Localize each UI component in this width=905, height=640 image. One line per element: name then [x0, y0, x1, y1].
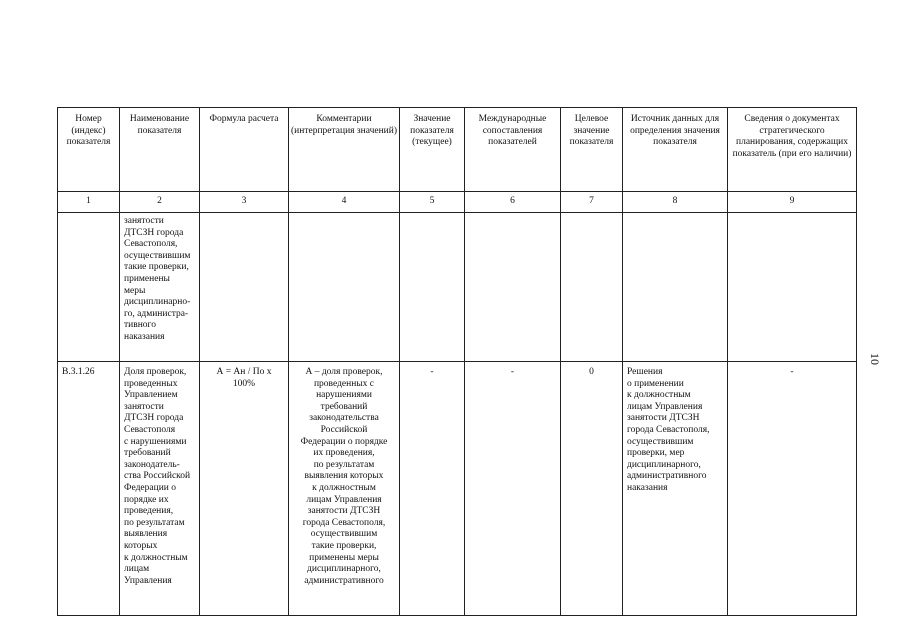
text-line: нарушениями — [316, 390, 372, 401]
text-line: с нарушениями — [124, 436, 187, 447]
text-line: наказания — [124, 331, 165, 342]
text-line: о применении — [627, 378, 684, 389]
text-line: требований — [124, 448, 171, 459]
text-line: административного — [627, 471, 707, 482]
text-line: законодательства — [309, 413, 379, 424]
table-cell — [465, 213, 561, 362]
column-number: 6 — [465, 192, 561, 213]
text-line: применены — [124, 273, 170, 284]
text-line: проведенных с — [313, 378, 375, 389]
international-comparison: - — [465, 362, 561, 616]
text-line: меры — [124, 285, 146, 296]
text-line: ства Российской — [124, 471, 191, 482]
text-line: города Севастополя, — [302, 517, 386, 528]
comment-cell — [289, 362, 400, 616]
text-line: к должностным — [124, 552, 188, 563]
current-value: - — [400, 362, 465, 616]
text-line: го, администра- — [124, 308, 189, 319]
text-line: дисциплинарного, — [307, 564, 381, 575]
formula-cell — [200, 362, 289, 616]
data-source — [623, 362, 728, 616]
indicator-code: В.3.1.26 — [58, 362, 120, 616]
text-line: Севастополя, — [124, 239, 178, 250]
header-indicator-name: Наименование показателя — [120, 108, 200, 192]
text-line: занятости ДТСЗН — [627, 413, 700, 424]
text-line: такие проверки, — [311, 540, 377, 551]
text-line: проверки, мер — [627, 448, 685, 459]
indicator-table — [57, 107, 857, 616]
header-comments: Комментарии (интерпретация значений) — [289, 108, 400, 192]
text-line: осуществившим — [310, 529, 378, 540]
text-line: такие проверки, — [124, 262, 189, 273]
column-number: 9 — [728, 192, 857, 213]
table-cell — [200, 213, 289, 362]
indicator-name — [120, 362, 200, 616]
strategic-documents: - — [728, 362, 857, 616]
text-line: дисциплинарного, — [627, 459, 701, 470]
text-line: выявления которых — [304, 471, 384, 482]
text-line: занятости — [124, 401, 164, 412]
text-line: выявления — [124, 529, 168, 540]
table-cell — [561, 213, 623, 362]
text-line: Федерации о порядке — [300, 436, 388, 447]
table-cell — [58, 213, 120, 362]
text-line: по результатам — [124, 517, 185, 528]
text-line: Управлением — [124, 390, 178, 401]
text-line: города Севастополя, — [627, 424, 710, 435]
table-cell — [728, 213, 857, 362]
text-line: Федерации о — [124, 482, 176, 493]
text-line: административного — [304, 575, 384, 586]
text-line: лицам — [124, 564, 150, 575]
column-number: 7 — [561, 192, 623, 213]
header-indicator-number: Номер (индекс) показателя — [58, 108, 120, 192]
column-number: 3 — [200, 192, 289, 213]
text-line: к должностным — [627, 390, 691, 401]
table-row — [58, 362, 857, 616]
text-line: проведения, — [124, 506, 174, 517]
text-line: применены меры — [309, 552, 379, 563]
text-line: тивного — [124, 320, 156, 331]
column-number: 5 — [400, 192, 465, 213]
column-number: 8 — [623, 192, 728, 213]
column-number: 4 — [289, 192, 400, 213]
text-line: А – доля проверок, — [305, 367, 383, 377]
text-line: Решения — [627, 367, 663, 377]
text-line: дисциплинарно- — [124, 297, 191, 308]
text-line: по результатам — [313, 459, 375, 470]
header-current-value: Значение показателя (текущее) — [400, 108, 465, 192]
table-cell — [623, 213, 728, 362]
text-line: Управления — [124, 575, 172, 586]
table-cell — [289, 213, 400, 362]
target-value: 0 — [561, 362, 623, 616]
text-line: законодатель- — [124, 459, 180, 470]
text-line: их проведения, — [313, 448, 375, 459]
page-number: 10 — [868, 353, 882, 365]
table-cell — [400, 213, 465, 362]
header-strategic-documents: Сведения о документах стратегического планирования, содержащих показатель (при его наличии) — [728, 108, 857, 192]
text-line: занятости ДТСЗН — [307, 506, 381, 517]
text-line: осуществившим — [124, 250, 191, 261]
text-line: Севастополя — [124, 424, 176, 435]
text-line: Доля проверок, — [124, 367, 187, 377]
header-target-value: Целевое значение показателя — [561, 108, 623, 192]
text-line: 100% — [232, 378, 256, 389]
text-line: проведенных — [124, 378, 178, 389]
text-line: А = Ан / По х — [216, 367, 272, 377]
text-line: требований — [320, 401, 368, 412]
continuation-row — [58, 213, 857, 362]
column-number: 1 — [58, 192, 120, 213]
header-row — [58, 108, 857, 192]
text-line: Российской — [320, 424, 368, 435]
text-line: к должностным — [312, 482, 376, 493]
text-line: осуществившим — [627, 436, 694, 447]
header-formula: Формула расчета — [200, 108, 289, 192]
text-line: порядке их — [124, 494, 169, 505]
header-data-source: Источник данных для определения значения показателя — [623, 108, 728, 192]
text-line: ДТСЗН города — [124, 413, 184, 424]
text-line: которых — [124, 540, 158, 551]
text-line: лицам Управления — [627, 401, 703, 412]
column-number: 2 — [120, 192, 200, 213]
column-number-row — [58, 192, 857, 213]
continued-indicator-name — [120, 213, 200, 362]
text-line: наказания — [627, 482, 668, 493]
header-international: Международные сопоставления показателей — [465, 108, 561, 192]
text-line: занятости — [124, 216, 164, 226]
text-line: ДТСЗН города — [124, 227, 184, 238]
text-line: лицам Управления — [306, 494, 382, 505]
